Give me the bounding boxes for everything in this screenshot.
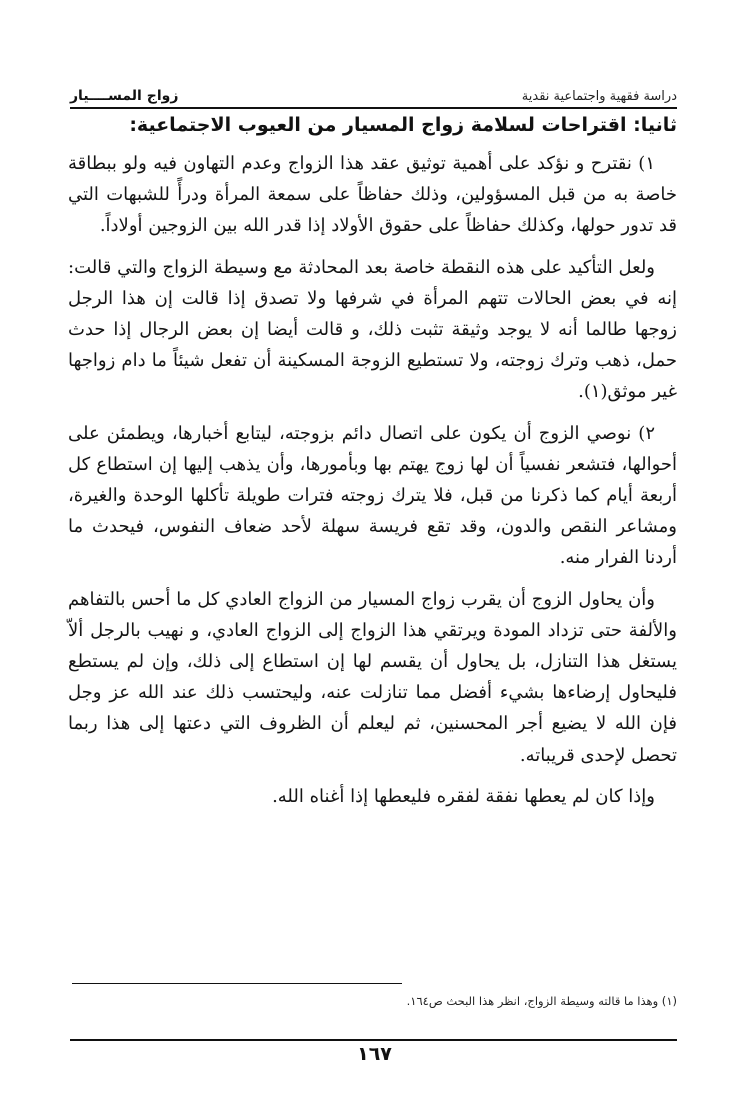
header-book-title: زواج المســــيار [70,88,179,104]
header-subtitle: دراسة فقهية واجتماعية نقدية [521,89,677,104]
footnote-divider [72,983,402,984]
header-divider [70,107,677,109]
paragraph-5: وإذا كان لم يعطها نفقة لفقره فليعطها إذا أغناه الله. [272,785,655,807]
paragraph-3: ٢) نوصي الزوج أن يكون على اتصال دائم بزوجته، ليتابع أخبارها، ويطمئن على أحوالها، فتشعر نفسياً أن لها زوج يهتم بها وبأمورها، وأن يذهب إليها إن استطاع كل أربعة أيام كما ذكرنا من قبل، فلا يترك زوجته فترات طويلة تأكلها الوحدة والغيرة، ومشاعر النقص والدون، وقد تقع فريسة سهلة لأحد ضعاف النفوس، فيحدث ما أردنا الفرار منه. [68,422,677,569]
body-text [68,148,677,822]
paragraph-2: ولعل التأكيد على هذه النقطة خاصة بعد المحادثة مع وسيطة الزواج والتي قالت: إنه في بعض الحالات تتهم المرأة في شرفها ولا تصدق إذا قالت إن هذا الرجل زوجها طالما أنه لا يوجد وثيقة تثبت ذلك، و قالت أيضا إن بعض الرجال إذا حدث حمل، ذهب وترك زوجته، ولا تستطيع الزوجة المسكينة أن تفعل شيئاً ما دام زواجها غير موثق(١). [68,256,677,403]
section-heading: ثانيا: اقتراحات لسلامة زواج المسيار من العيوب الاجتماعية: [129,114,677,136]
footer-divider [70,1039,677,1041]
footnote: (١) وهذا ما قالته وسيطة الزواج، انظر هذا البحث ص١٦٤. [406,994,677,1008]
page-number: ١٦٧ [357,1043,392,1065]
running-header [70,78,677,104]
paragraph-1: ١) نقترح و نؤكد على أهمية توثيق عقد هذا الزواج وعدم التهاون فيه ولو ببطاقة خاصة به من قبل المسؤولين، وذلك حفاظاً على سمعة المرأة ودرأً للشبهات التي قد تدور حولها، وكذلك حفاظاً على حقوق الأولاد إذا قدر الله بين الزوجين أولاداً. [68,153,677,237]
paragraph-4: وأن يحاول الزوج أن يقرب زواج المسيار من الزواج العادي كل ما أحس بالتفاهم والألفة حتى تزداد المودة ويرتقي هذا الزواج إلى الزواج العادي، و نهيب بالرجل ألاّ يستغل هذا التنازل، بل يحاول أن يقسم لها إن استطاع إلى ذلك، وإن لم يستطع فليحاول إرضاءها بشيء أفضل مما تنازلت عنه، وليحتسب ذلك عند الله عز وجل فإن الله لا يضيع أجر المحسنين، ثم ليعلم أن الظروف التي دعتها إلى هذا ربما تحصل لإحدى قريباته. [68,588,677,766]
